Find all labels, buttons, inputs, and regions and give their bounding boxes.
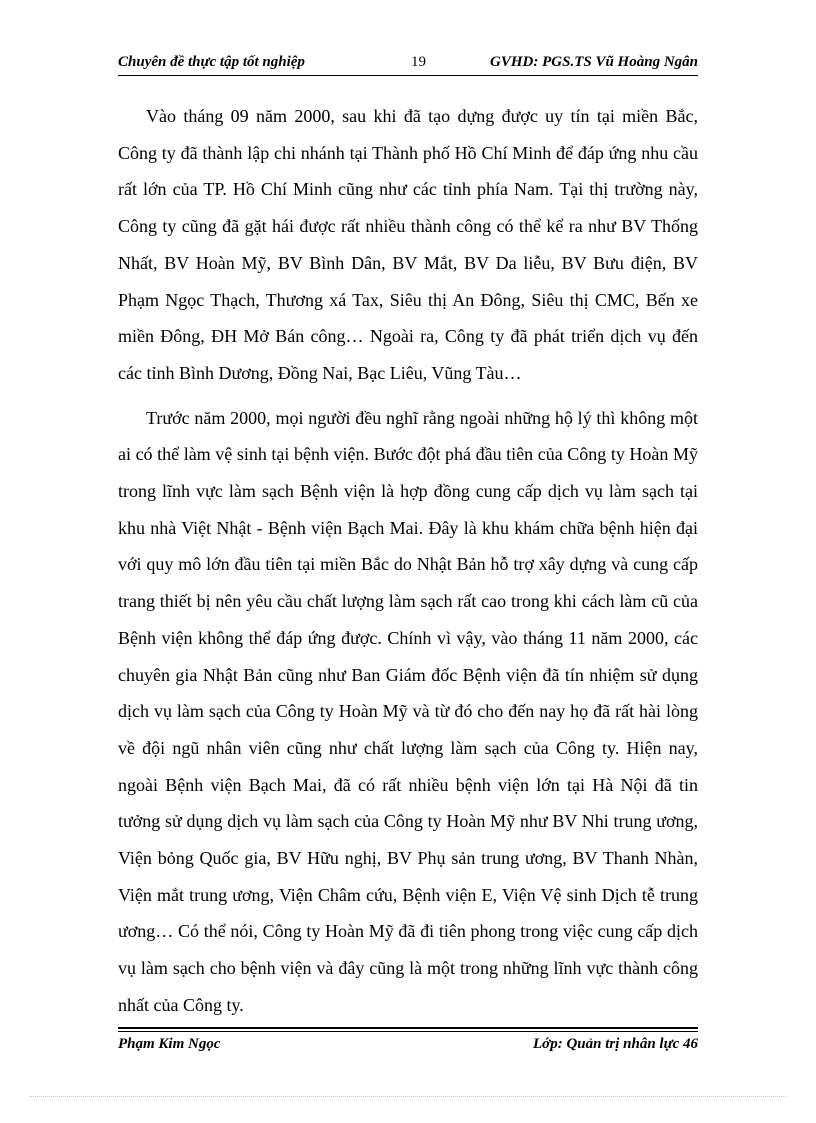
paragraph-hcm-branch: Vào tháng 09 năm 2000, sau khi đã tạo dựng được uy tín tại miền Bắc, Công ty đã thành lập chi nhánh tại Thành phố Hồ Chí Minh để đáp ứng nhu cầu rất lớn của TP. Hồ Chí Minh cũng như các tỉnh phía Nam. Tại thị trường này, Công ty cũng đã gặt hái được rất nhiều thành công có thể kể ra như BV Thống Nhất, BV Hoàn Mỹ, BV Bình Dân, BV Mắt, BV Da liễu, BV Bưu điện, BV Phạm Ngọc Thạch, Thương xá Tax, Siêu thị An Đông, Siêu thị CMC, Bến xe miền Đông, ĐH Mở Bán công… Ngoài ra, Công ty đã phát triển dịch vụ đến các tỉnh Bình Dương, Đồng Nai, Bạc Liêu, Vũng Tàu… bbox=[118, 106, 698, 383]
header-divider bbox=[118, 75, 698, 76]
footer-divider-thick bbox=[118, 1027, 698, 1029]
page-footer bbox=[118, 1036, 698, 1060]
header-report-title: Chuyên đề thực tập tốt nghiệp bbox=[118, 54, 305, 70]
footer-author: Phạm Kim Ngọc bbox=[118, 1036, 221, 1052]
paragraph-hospital-cleaning: Trước năm 2000, mọi người đều nghĩ rằng ngoài những hộ lý thì không một ai có thể làm vệ sinh tại bệnh viện. Bước đột phá đầu tiên của Công ty Hoàn Mỹ trong lĩnh vực làm sạch Bệnh viện là hợp đồng cung cấp dịch vụ làm sạch tại khu nhà Việt Nhật - Bệnh viện Bạch Mai. Đây là khu khám chữa bệnh hiện đại với quy mô lớn đầu tiên tại miền Bắc do Nhật Bản hỗ trợ xây dựng và cung cấp trang thiết bị nên yêu cầu chất lượng làm sạch rất cao trong khi cách làm cũ của Bệnh viện không thể đáp ứng được. Chính vì vậy, vào tháng 11 năm 2000, các chuyên gia Nhật Bản cũng như Ban Giám đốc Bệnh viện đã tín nhiệm sử dụng dịch vụ làm sạch của Công ty Hoàn Mỹ và từ đó cho đến nay họ đã rất hài lòng về đội ngũ nhân viên cũng như chất lượng làm sạch của Công ty. Hiện nay, ngoài Bệnh viện Bạch Mai, đã có rất nhiều bệnh viện lớn tại Hà Nội đã tin tưởng sử dụng dịch vụ làm sạch của Công ty Hoàn Mỹ như BV Nhi trung ương, Viện bỏng Quốc gia, BV Hữu nghị, BV Phụ sản trung ương, BV Thanh Nhàn, Viện mắt trung ương, Viện Châm cứu, Bệnh viện E, Viện Vệ sinh Dịch tễ trung ương… Có thể nói, Công ty Hoàn Mỹ đã đi tiên phong trong việc cung cấp dịch vụ làm sạch cho bệnh viện và đây cũng là một trong những lĩnh vực thành công nhất của Công ty. bbox=[118, 407, 698, 1015]
header-supervisor: GVHD: PGS.TS Vũ Hoàng Ngân bbox=[490, 54, 698, 70]
header-page-number: 19 bbox=[411, 54, 426, 70]
page-header bbox=[118, 52, 698, 76]
body-text bbox=[118, 98, 698, 1032]
page-bottom-edge bbox=[30, 1096, 786, 1097]
footer-class: Lớp: Quản trị nhân lực 46 bbox=[533, 1036, 698, 1052]
footer-divider-thin bbox=[118, 1031, 698, 1032]
